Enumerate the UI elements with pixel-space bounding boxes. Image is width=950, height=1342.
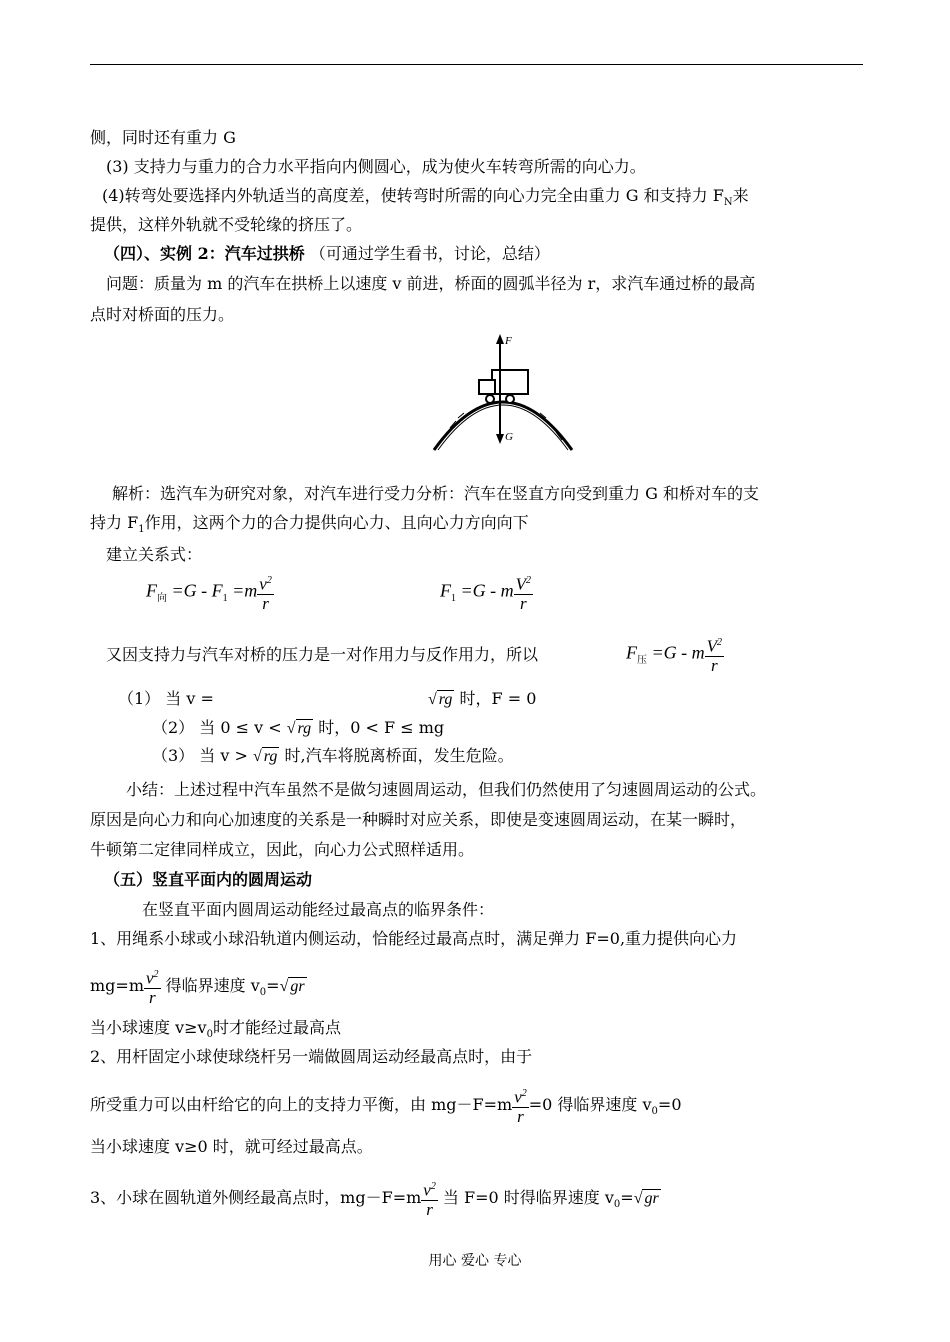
text-line: 问题：质量为 m 的汽车在拱桥上以速度 v 前进，桥面的圆弧半径为 r，求汽车通过桥的最高: [106, 274, 756, 293]
section-heading-4: （四）、实例 2：汽车过拱桥 （可通过学生看书，讨论，总结）: [104, 244, 550, 263]
text-line: 点时对桥面的压力。: [90, 305, 235, 324]
equation-pressure: $F_压 =G - m$ $\frac{V^2}{r}$: [626, 634, 724, 675]
section-heading-5: （五）竖直平面内的圆周运动: [104, 870, 313, 889]
case-2: （2） 当 0 ≤ v < √ rg 时，0 < F ≤ mg: [152, 718, 445, 737]
text-line: 2、用杆固定小球使球绕杆另一端做圆周运动经最高点时，由于: [90, 1047, 533, 1066]
force-f-label: F: [505, 335, 512, 347]
text-line: (3) 支持力与重力的合力水平指向内侧圆心，成为使火车转弯所需的向心力。: [106, 157, 646, 176]
text-line: 当小球速度 $v\ge v_0$时才能经过最高点: [90, 1018, 341, 1041]
force-g-label: G: [505, 431, 513, 443]
case-1-tail: √ rg 时，F = 0: [428, 689, 537, 708]
case-3: （3） 当 v > √ rg 时,汽车将脱离桥面，发生危险。: [152, 746, 514, 765]
bridge-car-figure: [428, 328, 578, 453]
text-line: 又因支持力与汽车对桥的压力是一对作用力与反作用力，所以: [106, 645, 539, 664]
text-line: 提供，这样外轨就不受轮缘的挤压了。: [90, 215, 363, 234]
equation-support: $F_1 =G - m$ $\frac{V^2}{r}$: [440, 572, 533, 613]
text-line: 1、用绳系小球或小球沿轨道内侧运动，恰能经过最高点时，满足弹力 F=0,重力提供向心力: [90, 929, 738, 948]
text-line: mg=m $\frac{v^2}{r}$ 得临界速度 $v_0=√$ gr: [90, 966, 307, 1007]
case-1: （1） 当 v =: [118, 689, 214, 708]
header-rule: [90, 64, 863, 65]
page-footer: 用心 爱心 专心: [428, 1253, 522, 1269]
text-line: 持力 $F_1$作用，这两个力的合力提供向心力、且向心力方向向下: [90, 513, 529, 536]
text-line: 建立关系式：: [106, 545, 203, 564]
text-line: 牛顿第二定律同样成立，因此，向心力公式照样适用。: [90, 840, 475, 859]
equation-centripetal: $F_向 =G - F_1 =m$ $\frac{v^2}{r}$: [146, 572, 274, 613]
text-line: 侧，同时还有重力 G: [90, 128, 236, 147]
text-line: 所受重力可以由杆给它的向上的支持力平衡，由 mg－F=m $\frac{v^2}{r}$ =0 得临界速度 $v_0=0$: [90, 1085, 682, 1126]
text-line: (4)转弯处要选择内外轨适当的高度差，使转弯时所需的向心力完全由重力 G 和支持力 $F_N$来: [102, 186, 749, 209]
text-line: 原因是向心力和向心加速度的关系是一种瞬时对应关系，即使是变速圆周运动，在某一瞬时，: [90, 810, 747, 829]
text-line: 3、小球在圆轨道外侧经最高点时，mg－F=m $\frac{v^2}{r}$ 当 F=0 时得临界速度 $v_0=√$ gr: [90, 1178, 661, 1219]
text-line: 在竖直平面内圆周运动能经过最高点的临界条件：: [142, 900, 495, 919]
text-line: 解析：选汽车为研究对象，对汽车进行受力分析：汽车在竖直方向受到重力 G 和桥对车的支: [112, 484, 759, 503]
text-line: 小结：上述过程中汽车虽然不是做匀速圆周运动，但我们仍然使用了匀速圆周运动的公式。: [126, 780, 767, 799]
text-line: 当小球速度 v≥0 时，就可经过最高点。: [90, 1137, 373, 1156]
